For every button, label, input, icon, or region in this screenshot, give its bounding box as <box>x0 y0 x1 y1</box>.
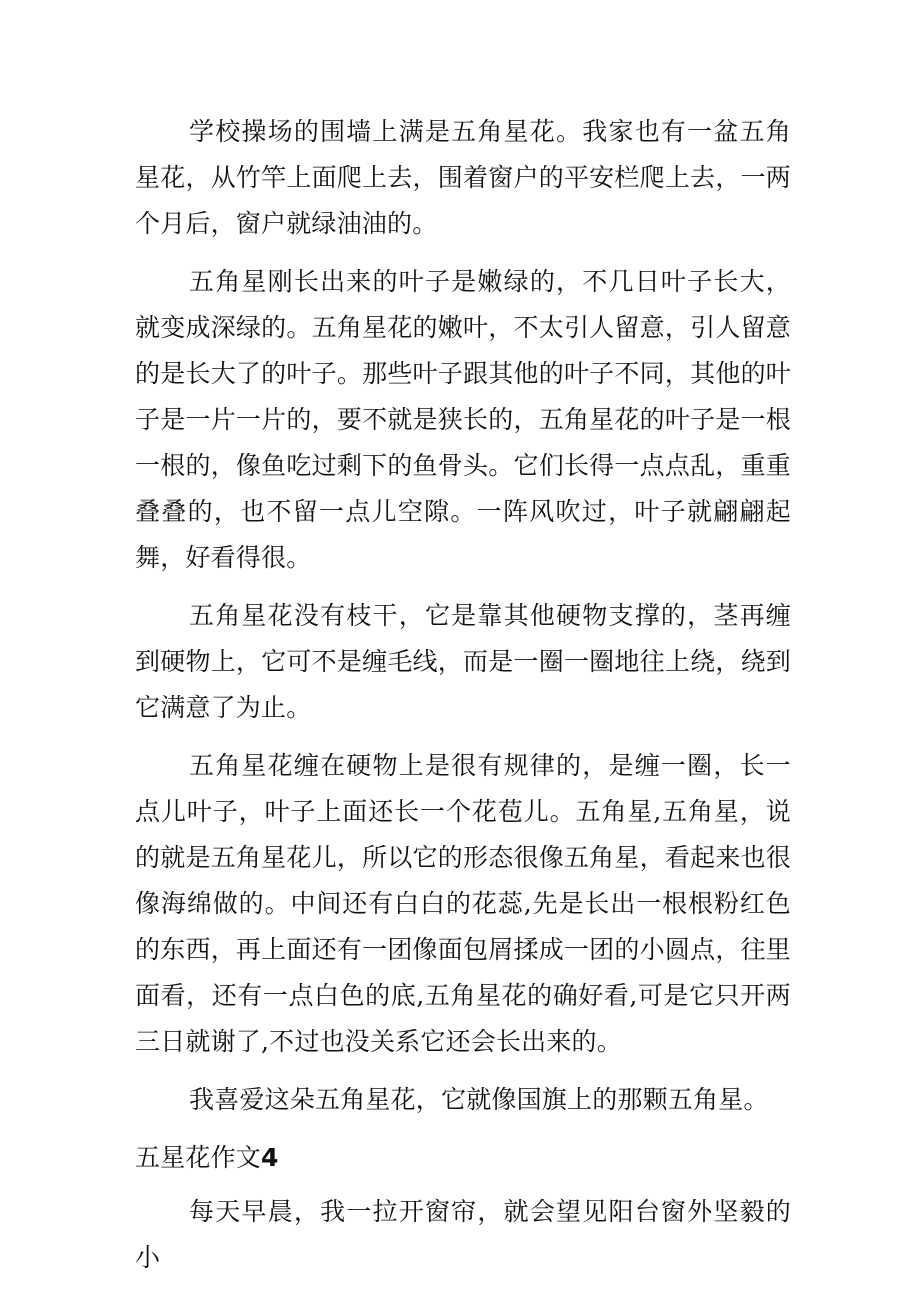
paragraph-6: 每天早晨，我一拉开窗帘，就会望见阳台窗外坚毅的小 <box>135 1197 791 1272</box>
section-heading <box>135 1135 791 1181</box>
section-heading-text: 五星花作文 <box>135 1143 262 1172</box>
document-body <box>135 109 791 1293</box>
paragraph-3: 五角星花没有枝干，它是靠其他硬物支撑的，茎再缠到硬物上，它可不是缠毛线，而是一圈一圈地往上绕，绕到它满意了为止。 <box>135 601 791 722</box>
paragraph-1: 学校操场的围墙上满是五角星花。我家也有一盆五角星花，从竹竿上面爬上去，围着窗户的平安栏爬上去，一两个月后，窗户就绿油油的。 <box>135 117 791 238</box>
section-heading-number: 4 <box>261 1143 279 1172</box>
paragraph-2: 五角星刚长出来的叶子是嫩绿的，不几日叶子长大，就变成深绿的。五角星花的嫩叶，不太引人留意，引人留意的是长大了的叶子。那些叶子跟其他的叶子不同，其他的叶子是一片一片的，要不就是狭长的，五角星花的叶子是一根一根的，像鱼吃过剩下的鱼骨头。它们长得一点点乱，重重叠叠的，也不留一点儿空隙。一阵风吹过，叶子就翩翩起舞，好看得很。 <box>135 267 791 572</box>
paragraph-4: 五角星花缠在硬物上是很有规律的，是缠一圈，长一点儿叶子，叶子上面还长一个花苞儿。五角星,五角星，说的就是五角星花儿，所以它的形态很像五角星，看起来也很像海绵做的。中间还有白白的花蕊,先是长出一根根粉红色的东西，再上面还有一团像面包屑揉成一团的小圆点，往里面看，还有一点白色的底,五角星花的确好看,可是它只开两三日就谢了,不过也没关系它还会长出来的。 <box>135 751 791 1056</box>
paragraph-5: 我喜爱这朵五角星花，它就像国旗上的那颗五角星。 <box>189 1085 769 1114</box>
